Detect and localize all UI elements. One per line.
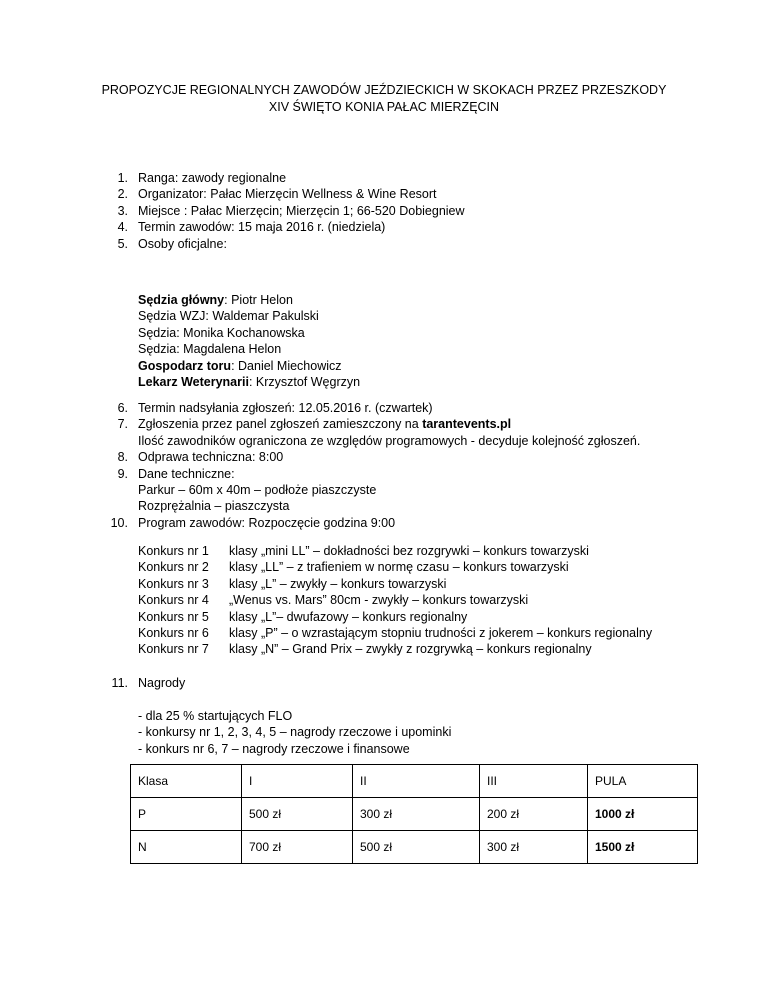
table-cell: P [131,798,242,831]
table-header-cell: II [353,765,480,798]
official-row: Sędzia WZJ: Waldemar Pakulski [138,309,319,324]
list-item: 1. Ranga: zawody regionalne [117,171,287,185]
document-title-line2: XIV ŚWIĘTO KONIA PAŁAC MIERZĘCIN [268,100,500,114]
table-header-cell: PULA [588,765,698,798]
table-header-cell: I [242,765,353,798]
numbered-list-2 [0,400,768,531]
numbered-list-3 [0,675,768,691]
competition-row: Konkurs nr 5 klasy „L”– dwufazowy – konkurs regionalny [138,609,468,624]
competition-row: Konkurs nr 2 klasy „LL” – z trafieniem w normę czasu – konkurs towarzyski [138,560,569,575]
registration-link[interactable]: tarantevents.pl [422,417,512,432]
competition-row: Konkurs nr 4 „Wenus vs. Mars” 80cm - zwykły – konkurs towarzyski [138,593,529,608]
list-item: 10. Program zawodów: Rozpoczęcie godzina 9:00 [110,515,396,530]
table-cell: 300 zł [353,798,480,831]
list-item: 9. Dane techniczne: [117,466,235,481]
list-item: 3. Miejsce : Pałac Mierzęcin; Mierzęcin 1; 66-520 Dobiegniew [117,203,465,218]
table-row [131,798,698,831]
table-row [131,831,698,864]
list-item: 4. Termin zawodów: 15 maja 2016 r. (niedziela) [117,220,386,235]
official-row: Sędzia: Monika Kochanowska [138,325,305,340]
table-cell-total: 1000 zł [588,798,698,831]
table-header-cell: Klasa [131,765,242,798]
official-row: Sędzia główny: Piotr Helon [138,293,293,307]
competition-row: Konkurs nr 7 klasy „N” – Grand Prix – zwykły z rozgrywką – konkurs regionalny [138,642,592,657]
table-cell: 200 zł [480,798,588,831]
table-header-cell: III [480,765,588,798]
award-line: - dla 25 % startujących FLO [138,709,293,723]
competition-row: Konkurs nr 3 klasy „L” – zwykły – konkurs towarzyski [138,576,447,591]
table-cell: 700 zł [242,831,353,864]
table-cell-total: 1500 zł [588,831,698,864]
table-cell: N [131,831,242,864]
list-item-continuation: Parkur – 60m x 40m – podłoże piaszczyste [138,482,377,497]
table-cell: 500 zł [242,798,353,831]
award-line: - konkurs nr 6, 7 – nagrody rzeczowe i finansowe [138,741,410,756]
list-item: 7. Zgłoszenia przez panel zgłoszeń zamieszczony na tarantevents.pl [117,417,512,432]
list-item: 8. Odprawa techniczna: 8:00 [117,450,284,465]
list-item: 5. Osoby oficjalne: [117,236,227,251]
official-row: Gospodarz toru: Daniel Miechowicz [138,358,342,373]
list-item-continuation: Rozprężalnia – piaszczysta [138,499,290,514]
list-item: 11. Nagrody [111,676,186,690]
competition-program [0,543,768,658]
awards-list [0,708,768,757]
table-cell: 500 zł [353,831,480,864]
table-header-row [131,765,698,798]
numbered-list-1 [0,170,768,252]
competition-row: Konkurs nr 1 klasy „mini LL” – dokładności bez rozgrywki – konkurs towarzyski [138,544,589,558]
official-row: Sędzia: Magdalena Helon [138,342,282,357]
official-row: Lekarz Weterynarii: Krzysztof Węgrzyn [138,374,361,389]
list-item: 6. Termin nadsyłania zgłoszeń: 12.05.2016 r. (czwartek) [117,401,433,415]
prize-table [130,764,698,864]
list-item-continuation: Ilość zawodników ograniczona ze względów programowych - decyduje kolejność zgłoszeń. [138,433,641,448]
award-line: - konkursy nr 1, 2, 3, 4, 5 – nagrody rzeczowe i upominki [138,725,452,740]
table-cell: 300 zł [480,831,588,864]
competition-row: Konkurs nr 6 klasy „P” – o wzrastającym stopniu trudności z jokerem – konkurs regionalny [138,625,653,640]
document-title-line1: PROPOZYCJE REGIONALNYCH ZAWODÓW JEŹDZIECKICH W SKOKACH PRZEZ PRZESZKODY [101,83,667,97]
list-item: 2. Organizator: Pałac Mierzęcin Wellness & Wine Resort [117,187,437,202]
officials-list [0,292,768,390]
